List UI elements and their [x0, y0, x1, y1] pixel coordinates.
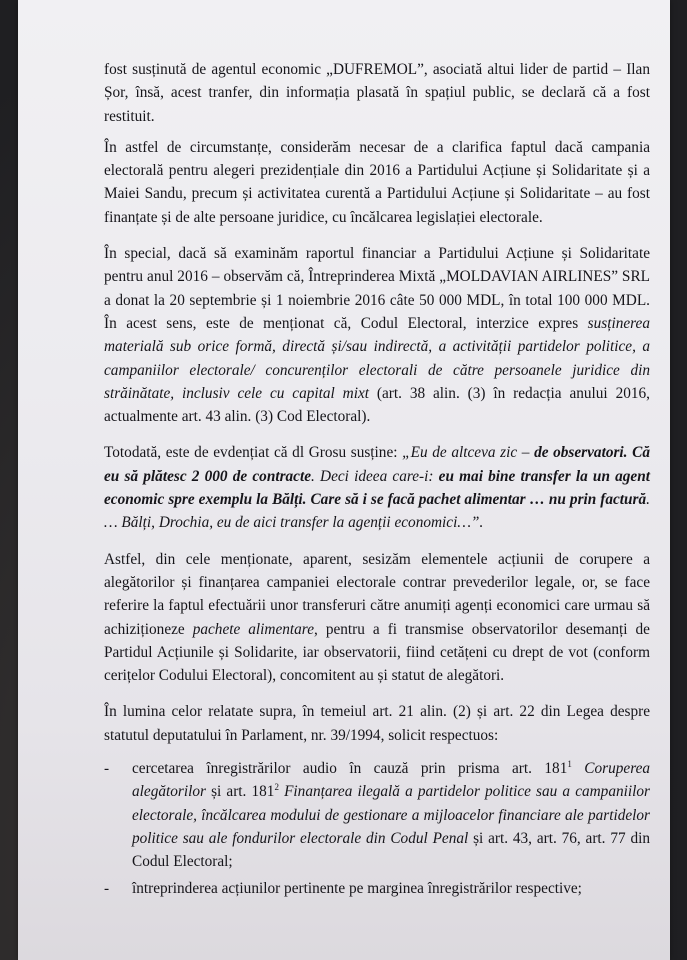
electoral-code-quote: susținerea materială sub orice formă, directă și/sau indirectă, a activității partidelor politice, a campaniilor electorale/ concurenților electorali de către persoanele juridice din străinătate, inclusiv cele cu capital mixt	[104, 314, 650, 402]
paragraph-circumstances: În astfel de circumstanțe, considerăm necesar de a clarifica faptul dacă campania electorală pentru alegeri prezidențiale din 2016 a Partidului Acțiune și Solidaritate și a Maiei Sandu, precum și activitatea curentă a Partidului Acțiune și Solidaritate – au fost finanțate și de alte persoane juridice, cu încălcarea legislației electorale.	[104, 138, 650, 226]
paragraph-voter-corruption: Astfel, din cele menționate, aparent, sesizăm elementele acțiunii de corupere a alegătorilor și finanțarea campaniei electorale contrar prevederilor legale, or, se face referire la faptul efectuării unor transferuri către anumiți agenți economici care urmau să achiziționeze pachete alimentare, pentru a fi transmise observatorilor desemanți de Partidul Acțiunile și Solidarite, iar observatorii, fiind cetățeni cu drept de vot (conform cerițelor Codului Electoral), concomitent au și statut de alegători.	[104, 550, 650, 685]
document-body	[104, 58, 650, 903]
list-item-audio-investigation: - cercetarea înregistrărilor audio în cauză prin prisma art. $181^1$ Coruperea alegătorilor și art. $181^2$ Finanțarea ilegală a partidelor politice sau a campaniilor electorale, încălcarea modului de gestionare a mijloacelor financiare ale partidelor politice sau ale fondurilor electorale din Codul Penal și art. 43, art. 76, art. 77 din Codul Electoral;	[104, 758, 651, 871]
document-page	[18, 0, 670, 960]
paragraph-legal-basis: În lumina celor relatate supra, în temeiul art. 21 alin. (2) și art. 22 din Legea despre statutul deputatului în Parlament, nr. 39/1994, solicit respectuos:	[104, 703, 650, 744]
quote-bold-observers: de observatori. Că eu să plătesc 2 000 de contracte	[104, 444, 650, 485]
quote-bold-transfer: eu mai bine transfer la un agent economic spre exemplu la Bălți. Care să i se facă pachet alimentar … nu prin factură	[104, 467, 650, 509]
list-bullet: -	[104, 760, 110, 778]
list-item-pertinent-actions: - întreprinderea acțiunilor pertinente pe marginea înregistrărilor respective;	[104, 877, 650, 900]
list-bullet: -	[104, 879, 110, 897]
paragraph-financial-report: În special, dacă să examinăm raportul financiar a Partidului Acțiune și Solidaritate pentru anul 2016 – observăm că, Întreprinderea Mixtă „MOLDAVIAN AIRLINES” SRL a donat la 20 septembrie și 1 noiembrie 2016 câte 50 000 MDL, în total 100 000 MDL. În acest sens, este de menționat că, Codul Electoral, interzice expres susținerea materială sub orice formă, directă și/sau indirectă, a activității partidelor politice, a campaniilor electorale/ concurenților electorali de către persoanele juridice din străinătate, inclusiv cele cu capital mixt (art. 38 alin. (3) în redacția anului 2016, actualmente art. 43 alin. (3) Cod Electoral).	[104, 245, 650, 426]
paragraph-grosu-quote: Totodată, este de evdențiat că dl Grosu susține: „Eu de altceva zic – de observatori. Că eu să plătesc 2 000 de contracte. Deci ideea care-i: eu mai bine transfer la un agent economic spre exemplu la Bălți. Care să i se facă pachet alimentar … nu prin factură. … Bălți, Drochia, eu de aici transfer la agenții economici…”.	[104, 444, 650, 532]
paragraph-dufremol: fost susținută de agentul economic „DUFREMOL”, asociată altui lider de partid – Ilan Șor, însă, acest tranfer, din informația plasată în spațiul public, se declară că a fost restituit.	[104, 61, 650, 125]
request-list	[104, 757, 650, 900]
